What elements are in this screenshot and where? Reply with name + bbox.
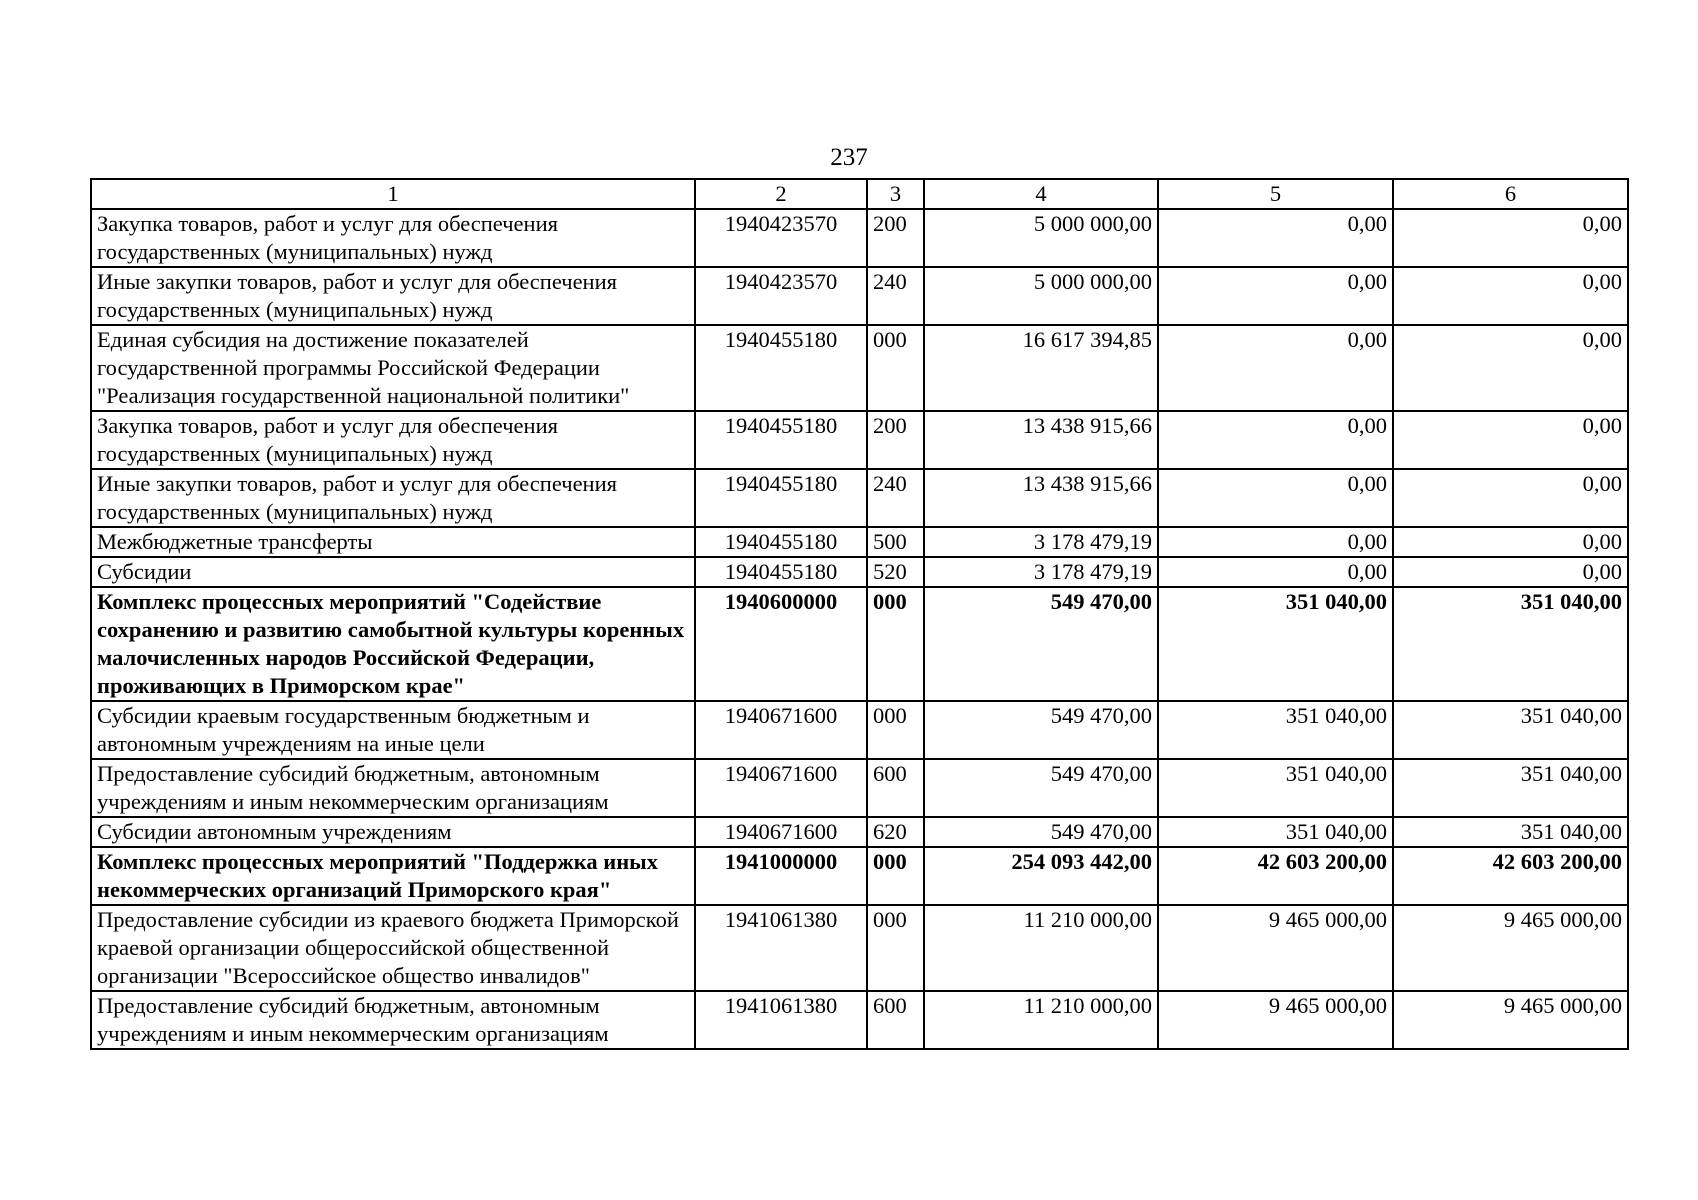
table-row — [91, 209, 1628, 267]
row-code-cell: 1940423570 — [695, 209, 867, 267]
row-value-col6: 0,00 — [1393, 209, 1628, 267]
row-kind-cell: 520 — [867, 557, 924, 587]
row-kind-cell: 000 — [867, 587, 924, 701]
row-value-col4: 16 617 394,85 — [924, 325, 1158, 411]
row-value-col4: 3 178 479,19 — [924, 557, 1158, 587]
row-value-col4: 549 470,00 — [924, 587, 1158, 701]
row-value-col6: 351 040,00 — [1393, 587, 1628, 701]
table-body — [91, 209, 1628, 1049]
row-kind-cell: 200 — [867, 209, 924, 267]
row-value-col6: 0,00 — [1393, 527, 1628, 557]
column-header: 1 — [91, 179, 695, 209]
column-header: 2 — [695, 179, 867, 209]
row-code-cell: 1940671600 — [695, 701, 867, 759]
row-name-cell: Закупка товаров, работ и услуг для обеспечения государственных (муниципальных) нужд — [91, 209, 695, 267]
table-row — [91, 527, 1628, 557]
row-code-cell: 1940455180 — [695, 557, 867, 587]
row-code-cell: 1941000000 — [695, 847, 867, 905]
row-value-col4: 549 470,00 — [924, 817, 1158, 847]
row-value-col4: 5 000 000,00 — [924, 267, 1158, 325]
row-value-col6: 351 040,00 — [1393, 701, 1628, 759]
row-kind-cell: 000 — [867, 701, 924, 759]
row-value-col5: 351 040,00 — [1158, 759, 1393, 817]
row-kind-cell: 600 — [867, 991, 924, 1049]
table-row — [91, 469, 1628, 527]
row-kind-cell: 240 — [867, 267, 924, 325]
row-name-cell: Субсидии — [91, 557, 695, 587]
row-name-cell: Предоставление субсидии из краевого бюджета Приморской краевой организации общероссийской общественной организации "Всероссийское общество инвалидов" — [91, 905, 695, 991]
row-code-cell: 1940455180 — [695, 527, 867, 557]
row-name-cell: Субсидии автономным учреждениям — [91, 817, 695, 847]
table-row — [91, 557, 1628, 587]
row-value-col5: 0,00 — [1158, 411, 1393, 469]
row-value-col5: 0,00 — [1158, 527, 1393, 557]
row-value-col4: 13 438 915,66 — [924, 469, 1158, 527]
row-code-cell: 1940455180 — [695, 469, 867, 527]
row-code-cell: 1941061380 — [695, 991, 867, 1049]
row-value-col4: 5 000 000,00 — [924, 209, 1158, 267]
column-header: 6 — [1393, 179, 1628, 209]
row-value-col6: 351 040,00 — [1393, 759, 1628, 817]
column-header: 3 — [867, 179, 924, 209]
row-value-col6: 0,00 — [1393, 469, 1628, 527]
row-value-col5: 0,00 — [1158, 469, 1393, 527]
table-row — [91, 905, 1628, 991]
row-value-col4: 13 438 915,66 — [924, 411, 1158, 469]
table-row — [91, 817, 1628, 847]
row-name-cell: Комплекс процессных мероприятий "Поддержка иных некоммерческих организаций Приморского края" — [91, 847, 695, 905]
row-value-col5: 9 465 000,00 — [1158, 905, 1393, 991]
page-number: 237 — [830, 144, 868, 171]
table-row — [91, 991, 1628, 1049]
row-value-col4: 11 210 000,00 — [924, 991, 1158, 1049]
table-row — [91, 411, 1628, 469]
row-kind-cell: 000 — [867, 847, 924, 905]
row-code-cell: 1940671600 — [695, 817, 867, 847]
row-value-col4: 3 178 479,19 — [924, 527, 1158, 557]
row-value-col5: 42 603 200,00 — [1158, 847, 1393, 905]
row-name-cell: Предоставление субсидий бюджетным, автономным учреждениям и иным некоммерческим организациям — [91, 759, 695, 817]
row-code-cell: 1940455180 — [695, 411, 867, 469]
row-value-col4: 549 470,00 — [924, 701, 1158, 759]
row-kind-cell: 000 — [867, 325, 924, 411]
row-value-col6: 9 465 000,00 — [1393, 991, 1628, 1049]
table-row — [91, 587, 1628, 701]
row-value-col6: 0,00 — [1393, 557, 1628, 587]
row-code-cell: 1940600000 — [695, 587, 867, 701]
table-row — [91, 847, 1628, 905]
row-value-col6: 42 603 200,00 — [1393, 847, 1628, 905]
row-name-cell: Субсидии краевым государственным бюджетным и автономным учреждениям на иные цели — [91, 701, 695, 759]
table-row — [91, 325, 1628, 411]
row-kind-cell: 500 — [867, 527, 924, 557]
column-header: 4 — [924, 179, 1158, 209]
row-value-col5: 0,00 — [1158, 325, 1393, 411]
row-value-col4: 254 093 442,00 — [924, 847, 1158, 905]
row-value-col5: 9 465 000,00 — [1158, 991, 1393, 1049]
row-name-cell: Иные закупки товаров, работ и услуг для обеспечения государственных (муниципальных) нужд — [91, 469, 695, 527]
row-name-cell: Иные закупки товаров, работ и услуг для обеспечения государственных (муниципальных) нужд — [91, 267, 695, 325]
row-value-col6: 0,00 — [1393, 325, 1628, 411]
row-name-cell: Межбюджетные трансферты — [91, 527, 695, 557]
row-code-cell: 1940455180 — [695, 325, 867, 411]
row-value-col6: 9 465 000,00 — [1393, 905, 1628, 991]
row-name-cell: Предоставление субсидий бюджетным, автономным учреждениям и иным некоммерческим организациям — [91, 991, 695, 1049]
row-value-col5: 351 040,00 — [1158, 587, 1393, 701]
row-code-cell: 1941061380 — [695, 905, 867, 991]
table-row — [91, 759, 1628, 817]
row-value-col6: 0,00 — [1393, 267, 1628, 325]
row-value-col6: 351 040,00 — [1393, 817, 1628, 847]
table-header — [91, 179, 1628, 209]
row-name-cell: Комплекс процессных мероприятий "Содействие сохранению и развитию самобытной культуры коренных малочисленных народов Российской Федерации, проживающих в Приморском крае" — [91, 587, 695, 701]
row-value-col5: 0,00 — [1158, 557, 1393, 587]
row-value-col5: 351 040,00 — [1158, 701, 1393, 759]
row-name-cell: Закупка товаров, работ и услуг для обеспечения государственных (муниципальных) нужд — [91, 411, 695, 469]
row-code-cell: 1940423570 — [695, 267, 867, 325]
row-value-col4: 11 210 000,00 — [924, 905, 1158, 991]
row-kind-cell: 200 — [867, 411, 924, 469]
budget-table — [90, 178, 1629, 1050]
column-header: 5 — [1158, 179, 1393, 209]
table-row — [91, 701, 1628, 759]
header-row — [91, 179, 1628, 209]
row-value-col4: 549 470,00 — [924, 759, 1158, 817]
row-value-col5: 351 040,00 — [1158, 817, 1393, 847]
row-kind-cell: 240 — [867, 469, 924, 527]
row-kind-cell: 600 — [867, 759, 924, 817]
row-name-cell: Единая субсидия на достижение показателей государственной программы Российской Федерации "Реализация государственной национальной политики" — [91, 325, 695, 411]
table-row — [91, 267, 1628, 325]
row-kind-cell: 620 — [867, 817, 924, 847]
row-value-col6: 0,00 — [1393, 411, 1628, 469]
row-kind-cell: 000 — [867, 905, 924, 991]
row-code-cell: 1940671600 — [695, 759, 867, 817]
row-value-col5: 0,00 — [1158, 209, 1393, 267]
row-value-col5: 0,00 — [1158, 267, 1393, 325]
